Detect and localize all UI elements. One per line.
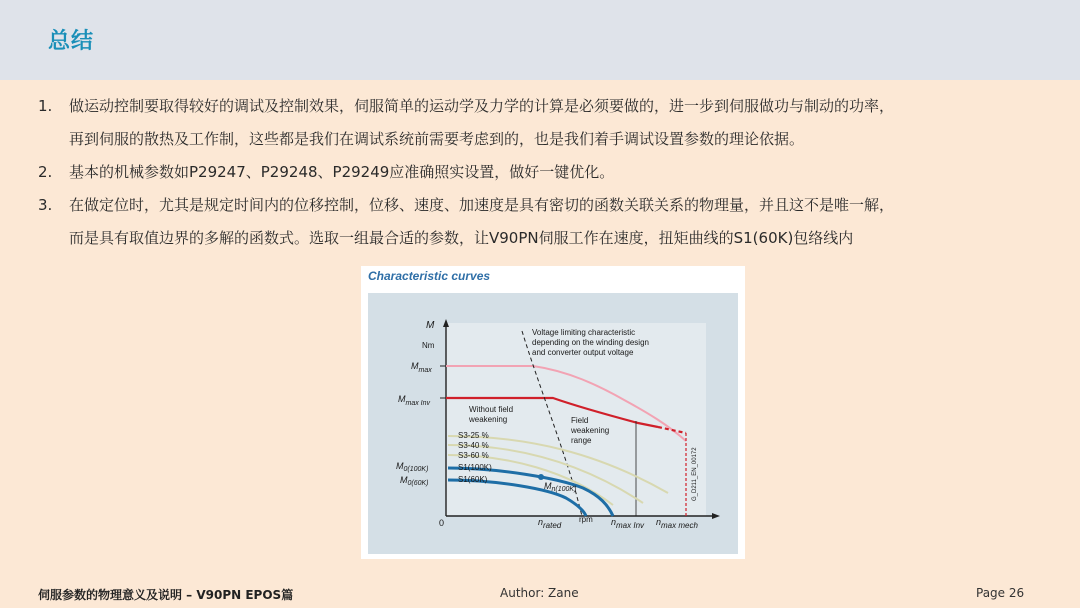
mn-100k-label: $M_{n(100K)}$ bbox=[544, 481, 577, 493]
item-text-line: 基本的机械参数如P29247、P29248、P29249应准确照实设置，做好一键优化。 bbox=[69, 163, 615, 181]
rpm-label: rpm bbox=[579, 515, 593, 524]
n-max-inv-label: nmax Inv bbox=[611, 517, 645, 530]
origin-label: 0 bbox=[439, 518, 445, 528]
n-max-mech-label: nmax mech bbox=[656, 517, 698, 530]
y-axis-unit: Nm bbox=[422, 341, 435, 350]
s3-25-label: S3-25 % bbox=[458, 431, 489, 440]
item-number: 3. bbox=[38, 196, 53, 214]
item-text-line: 而是具有取值边界的多解的函数式。选取一组最合适的参数，让V90PN伺服工作在速度，扭矩曲线的S1(60K)包络线内 bbox=[69, 229, 854, 247]
footer-document-title: 伺服参数的物理意义及说明 – V90PN EPOS篇 bbox=[38, 588, 294, 602]
s3-40-label: S3-40 % bbox=[458, 441, 489, 450]
footer-page-number: Page 26 bbox=[976, 586, 1025, 600]
characteristic-curves-diagram bbox=[368, 293, 738, 554]
s1-100k-label: S1(100K) bbox=[458, 463, 492, 472]
s3-60-label: S3-60 % bbox=[458, 451, 489, 460]
voltage-note-line1: Voltage limiting characteristic bbox=[532, 328, 636, 337]
item-text-line: 在做定位时，尤其是规定时间内的位移控制，位移、速度、加速度是具有密切的函数关联关系的物理量，并且这不是唯一解， bbox=[69, 196, 895, 214]
summary-list bbox=[38, 90, 1058, 255]
field-weakening-line2: weakening bbox=[571, 426, 610, 435]
without-field-weakening-line1: Without field bbox=[469, 405, 514, 414]
characteristic-curves-figure bbox=[361, 266, 745, 559]
figure-title: Characteristic curves bbox=[368, 269, 491, 283]
field-weakening-line3: range bbox=[571, 436, 592, 445]
item-text-line: 做运动控制要取得较好的调试及控制效果，伺服简单的运动学及力学的计算是必须要做的，进一步到伺服做功与制动的功率， bbox=[69, 97, 895, 115]
m-max-label: $M_{max}$ bbox=[411, 361, 432, 374]
item-number: 1. bbox=[38, 97, 53, 115]
n-rated-label: nrated bbox=[538, 517, 562, 530]
m-max-inv-label: $M_{max Inv}$ bbox=[398, 394, 431, 407]
item-number: 2. bbox=[38, 163, 53, 181]
field-weakening-line1: Field bbox=[571, 416, 589, 425]
slide-title: 总结 bbox=[48, 29, 95, 54]
list-item-2 bbox=[38, 156, 1058, 189]
voltage-note-line3: and converter output voltage bbox=[532, 348, 634, 357]
m0-100k-label: $M_{0(100K)}$ bbox=[396, 461, 429, 473]
list-item-1 bbox=[38, 90, 1058, 156]
figure-reference-code: G_D211_EN_00172 bbox=[692, 447, 698, 501]
x-axis-arrow bbox=[712, 513, 720, 519]
voltage-note-line2: depending on the winding design bbox=[532, 338, 649, 347]
footer-author: Author: Zane bbox=[500, 586, 579, 600]
slide-header bbox=[0, 0, 1080, 80]
rated-point-marker bbox=[538, 474, 544, 480]
m0-60k-label: $M_{0(60K)}$ bbox=[400, 475, 429, 487]
y-axis-title: M bbox=[426, 320, 435, 331]
item-text-line: 再到伺服的散热及工作制，这些都是我们在调试系统前需要考虑到的，也是我们着手调试设置参数的理论依据。 bbox=[69, 130, 805, 148]
list-item-3 bbox=[38, 189, 1058, 255]
without-field-weakening-line2: weakening bbox=[469, 415, 508, 424]
s1-60k-label: S1(60K) bbox=[458, 475, 488, 484]
figure-plot-area bbox=[368, 293, 738, 554]
